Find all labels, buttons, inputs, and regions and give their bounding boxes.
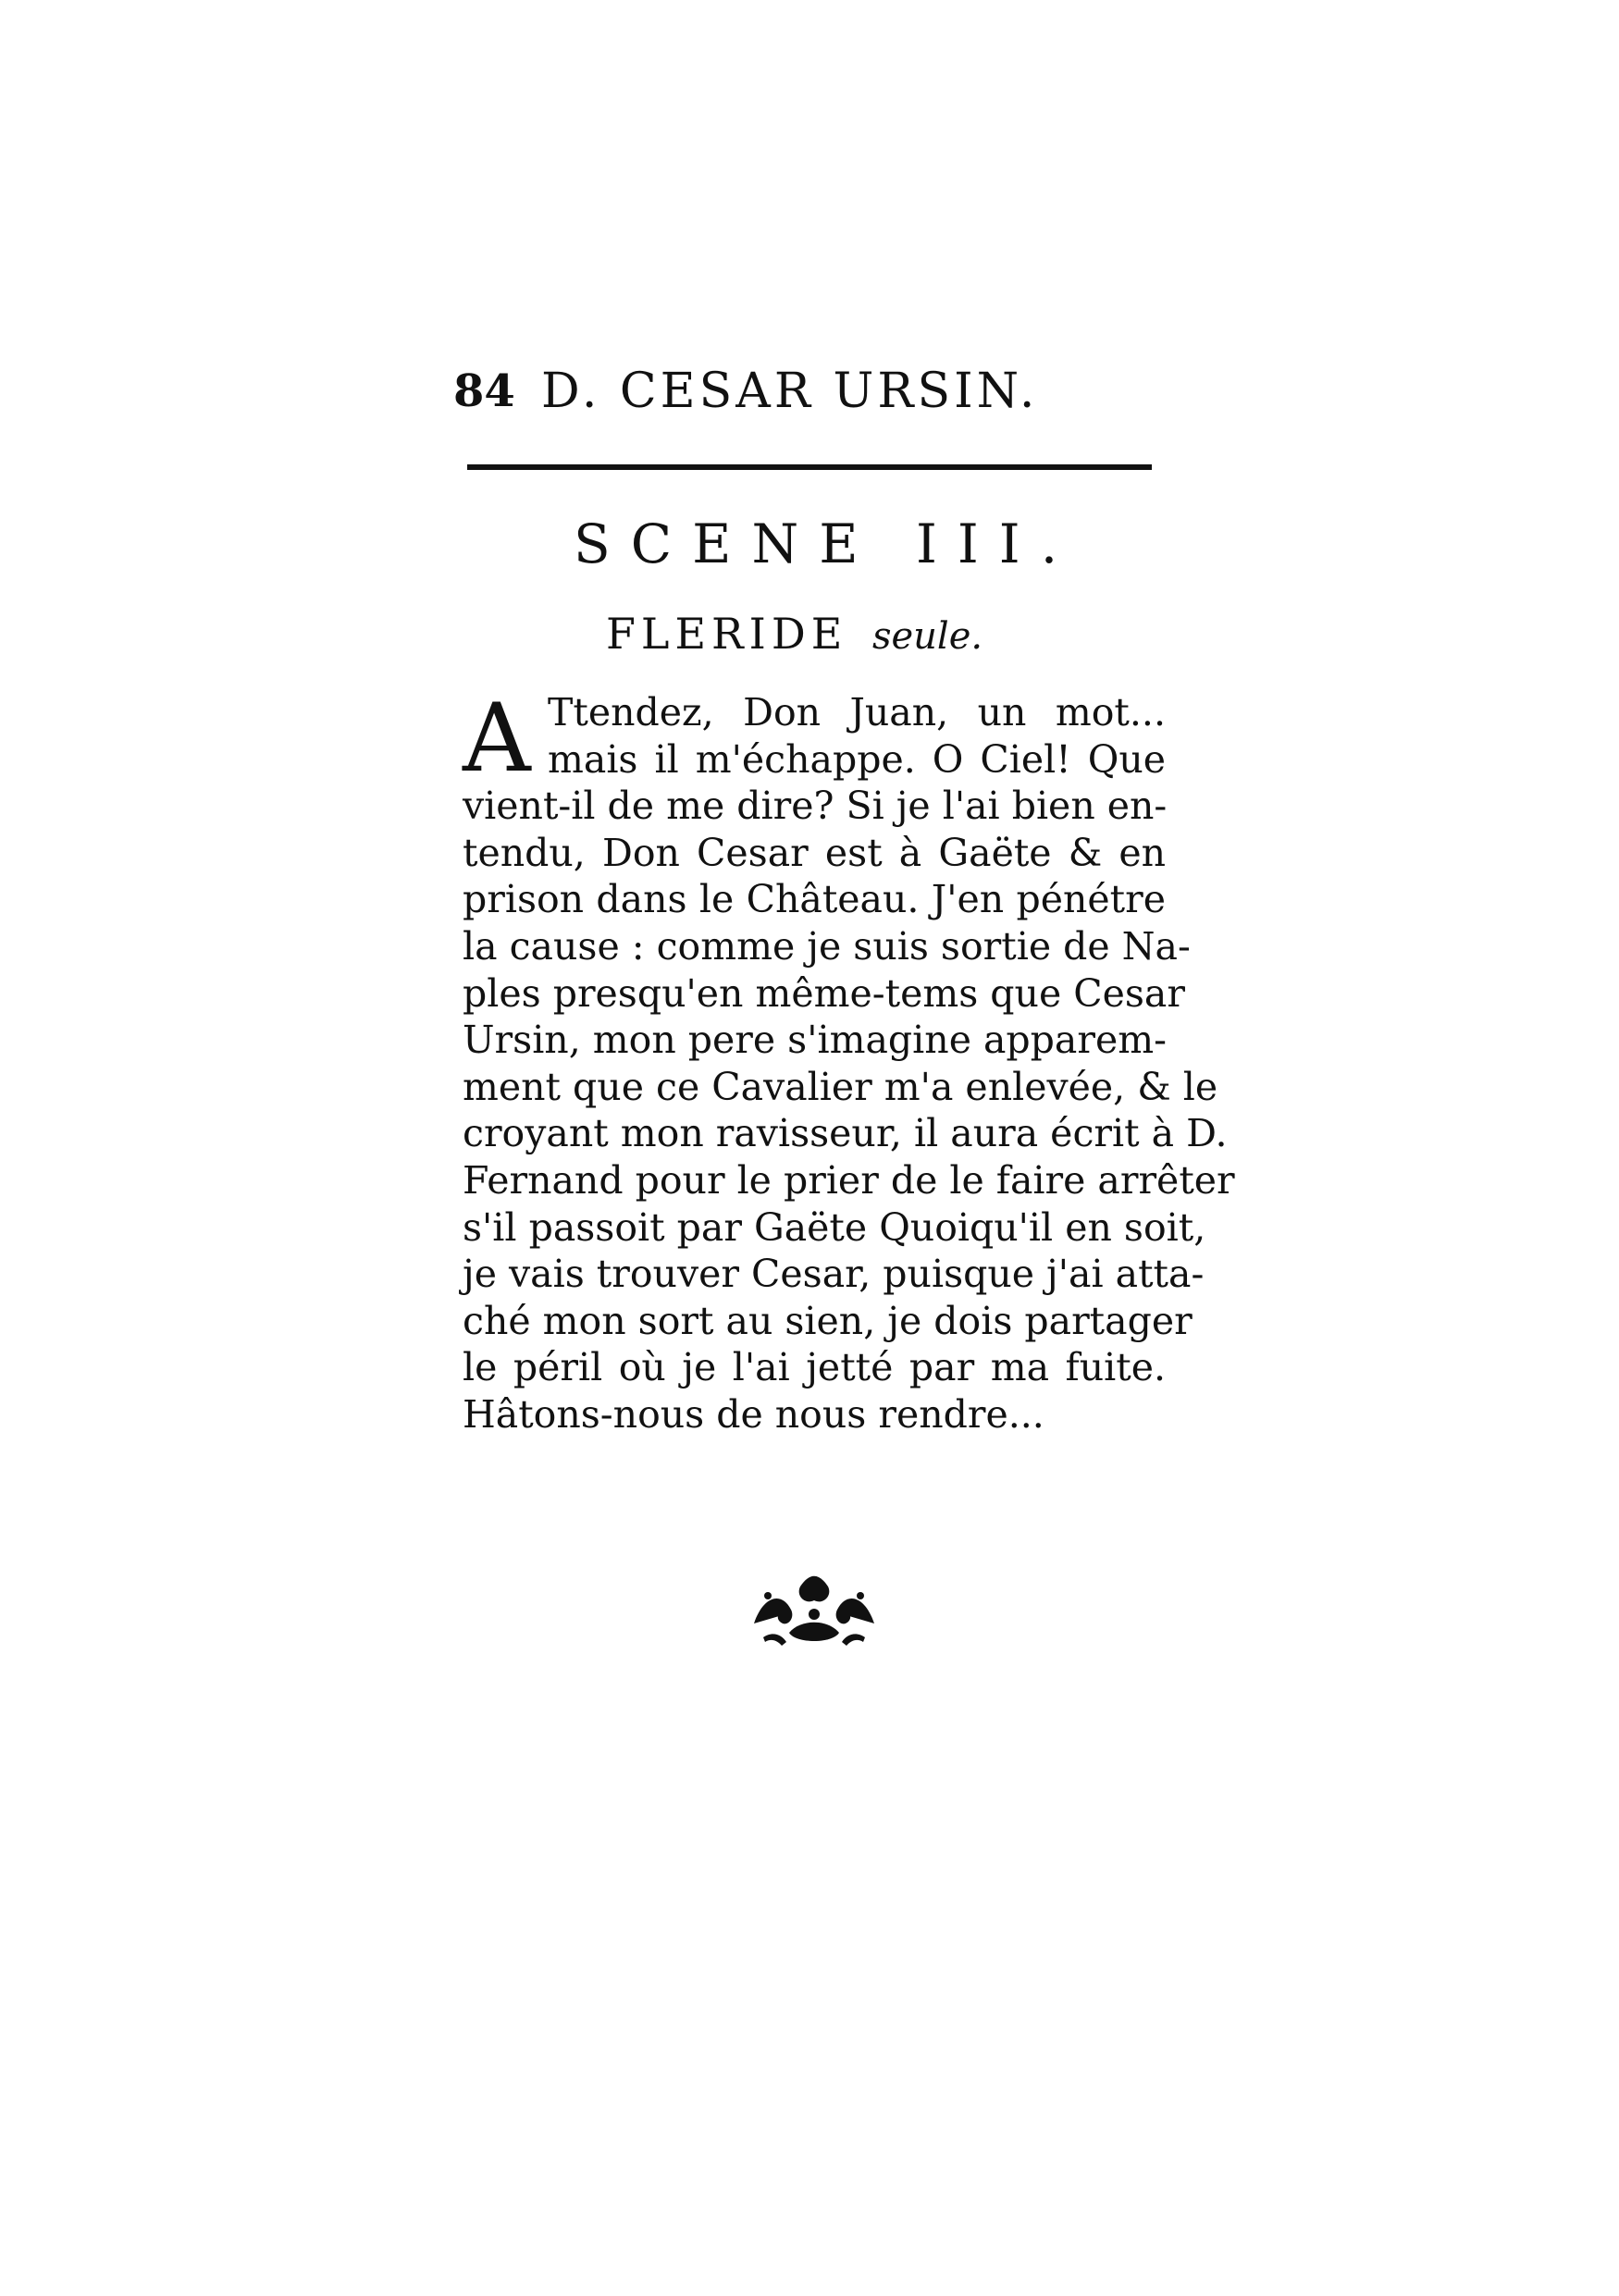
scene-title: SCENE III. (574, 512, 1079, 575)
text-line: mais il m'échappe. O Ciel! Que (548, 736, 1166, 782)
header-rule (467, 464, 1152, 470)
running-title: D. CESAR URSIN. (541, 364, 1039, 419)
text-line: le péril où je l'ai jetté par ma fuite. (463, 1345, 1166, 1390)
text-line: vient-il de me dire? Si je l'ai bien en- (463, 784, 1168, 829)
text-line: Ursin, mon pere s'imagine apparem- (463, 1018, 1167, 1063)
text-line: la cause : comme je suis sortie de Na- (463, 923, 1191, 969)
text-line: s'il passoit par Gaëte Quoiqu'il en soit, (463, 1204, 1206, 1250)
page-header (453, 359, 1147, 424)
text-line: croyant mon ravisseur, il aura écrit à D. (463, 1111, 1228, 1156)
text-line: prison dans le Château. J'en pénétre (463, 877, 1166, 922)
text-line: Fernand pour le prier de le faire arrêter (463, 1157, 1235, 1203)
text-line: je vais trouver Cesar, puisque j'ai atta- (463, 1252, 1205, 1297)
text-line: Hâtons-nous de nous rendre... (463, 1391, 1044, 1437)
page-number: 84 (453, 365, 515, 417)
character-heading (606, 601, 983, 669)
text-line: Ttendez, Don Juan, un mot... (548, 690, 1166, 734)
character-name: FLERIDE (606, 609, 848, 659)
stage-direction: seule. (871, 615, 983, 658)
drop-cap: A (463, 684, 531, 794)
body-text (463, 684, 1235, 1438)
text-line: ples presqu'en même-tems que Cesar (463, 970, 1185, 1016)
text-line: tendu, Don Cesar est à Gaëte & en (463, 830, 1166, 875)
fleuron-ornament-icon (745, 1568, 884, 1651)
text-line: ment que ce Cavalier m'a enlevée, & le (463, 1064, 1218, 1109)
text-line: ché mon sort au sien, je dois partager (463, 1298, 1193, 1343)
